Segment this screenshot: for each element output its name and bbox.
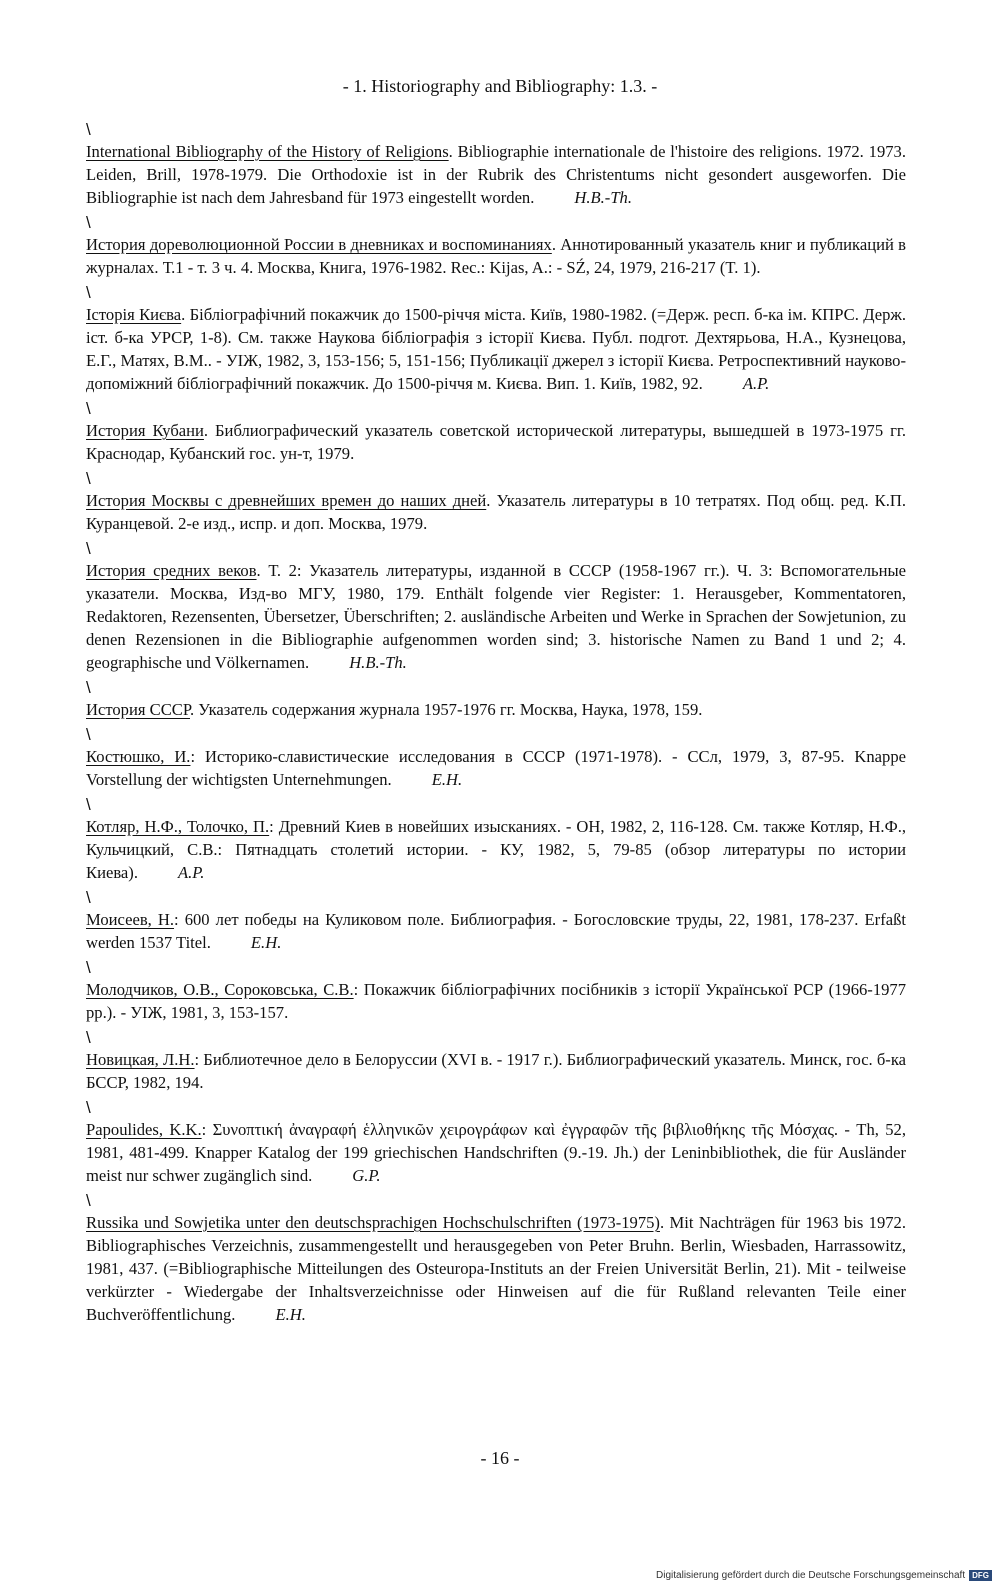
entry-body <box>86 1118 906 1187</box>
entry-text: . Указатель литературы в 10 тетратях. Под общ. ред. К.П. Куранцевой. 2-е изд., испр. и доп. Москва, 1979. <box>86 491 906 533</box>
entry-body <box>86 1211 906 1326</box>
entry-marker: \ <box>86 283 91 302</box>
entry-text: . Bibliographie internationale de l'histoire des religions. 1972. 1973. Leiden, Brill, 1978-1979. Die Orthodoxie ist in der Rubrik des Christentums nicht gesondert ausgeworfen. Die Bibliographie ist nach dem Jahresband für 1973 eingestellt worden. <box>86 142 906 207</box>
entry-title: История средних веков <box>86 561 257 580</box>
entry-body <box>86 489 906 535</box>
dfg-logo: DFG <box>969 1570 992 1581</box>
bibliography-entry <box>86 399 906 465</box>
entry-text: . Библиографический указатель советской исторической литературы, вышедшей в 1973-1975 гг. Краснодар, Кубанский гос. ун-т, 1979. <box>86 421 906 463</box>
bibliography-entries <box>86 120 906 1330</box>
bibliography-entry <box>86 539 906 674</box>
bibliography-entry <box>86 795 906 884</box>
entry-marker: \ <box>86 725 91 744</box>
entry-title: История дореволюционной России в дневниках и воспоминаниях <box>86 235 552 254</box>
entry-reviewer-initials: A.P. <box>742 374 770 393</box>
entry-title: История Кубани <box>86 421 204 440</box>
entry-title: International Bibliography of the History of Religions <box>86 142 449 161</box>
entry-title: Костюшко, И. <box>86 747 191 766</box>
entry-body <box>86 233 906 279</box>
entry-title: Історія Києва <box>86 305 182 324</box>
entry-title: История СССР <box>86 700 190 719</box>
entry-marker: \ <box>86 888 91 907</box>
entry-marker: \ <box>86 1191 91 1210</box>
entry-body <box>86 908 906 954</box>
entry-text: : Историко-славистические исследования в СССР (1971-1978). - ССл, 1979, 3, 87-95. Knappe Vorstellung der wichtigsten Unternehmungen. <box>86 747 906 789</box>
entry-title: Papoulides, K.K. <box>86 1120 202 1139</box>
bibliography-entry <box>86 1191 906 1326</box>
entry-marker: \ <box>86 120 91 139</box>
footer-credit <box>656 1570 992 1581</box>
bibliography-entry <box>86 958 906 1024</box>
entry-marker: \ <box>86 469 91 488</box>
entry-text: . Аннотированный указатель книг и публикаций в журналах. Т.1 - т. 3 ч. 4. Москва, Книга, 1976-1982. Rec.: Kijas, A.: - SŹ, 24, 1979, 216-217 (T. 1). <box>86 235 906 277</box>
entry-text: . Mit Nachträgen für 1963 bis 1972. Bibliographisches Verzeichnis, zusammengestellt und herausgegeben von Peter Bruhn. Berlin, Wiesbaden, Harrassowitz, 1981, 437. (=Bibliographische Mitteilungen des Osteuropa-Instituts an der Freien Universität Berlin, 21). Mit - teilweise verkürzter - Wiedergabe der Inhaltsverzeichnisse oder Hinweisen auf die für Rußland relevanten Teile einer Buchveröffentlichung. <box>86 1213 906 1324</box>
entry-text: . Указатель содержания журнала 1957-1976 гг. Москва, Наука, 1978, 159. <box>190 700 703 719</box>
entry-body <box>86 419 906 465</box>
entry-body <box>86 815 906 884</box>
entry-reviewer-initials: E.H. <box>431 770 463 789</box>
entry-body <box>86 745 906 791</box>
footer-credit-text: Digitalisierung gefördert durch die Deutsche Forschungsgemeinschaft <box>656 1570 966 1581</box>
page-number: - 16 - <box>480 1448 520 1468</box>
entry-body <box>86 140 906 209</box>
bibliography-entry <box>86 213 906 279</box>
bibliography-entry <box>86 1028 906 1094</box>
entry-marker: \ <box>86 958 91 977</box>
entry-text: . Т. 2: Указатель литературы, изданной в СССР (1958-1967 гг.). Ч. 3: Вспомогательные указатели. Москва, Изд-во МГУ, 1980, 179. Enthält folgende vier Register: 1. Herausgeber, Kommentatoren, Redaktoren, Rezensenten, Übersetzer, Überschriften; 2. ausländische Arbeiten und Werke in Sprachen der Sowjetunion, zu denen Rezensionen in die Bibliographie aufgenommen worden sind; 3. historische Namen zu Band 1 und 2; 4. geographische und Völkernamen. <box>86 561 907 672</box>
entry-text: : Συνοπτική ἀναγραφή ἑλληνικῶν χειρογράφων καὶ ἐγγραφῶν τῆς βιβλιοθήκης τῆς Μόσχας. - Th, 52, 1981, 481-499. Knapper Katalog der 199 griechischen Handschriften (9.-19. Jh.) der Leninbibliothek, die für Ausländer meist nur schwer zugänglich sind. <box>86 1120 906 1185</box>
entry-reviewer-initials: E.H. <box>275 1305 306 1324</box>
entry-marker: \ <box>86 795 91 814</box>
entry-reviewer-initials: H.B.-Th. <box>574 188 633 207</box>
entry-reviewer-initials: E.H. <box>250 933 282 952</box>
entry-text: : Библиотечное дело в Белоруссии (XVI в. - 1917 г.). Библиографический указатель. Минск, гос. б-ка БССР, 1982, 194. <box>86 1050 906 1092</box>
entry-title: Моисеев, Н. <box>86 910 175 929</box>
entry-title: История Москвы с древнейших времен до наших дней <box>86 491 487 510</box>
bibliography-entry <box>86 888 906 954</box>
entry-title: Котляр, Н.Ф., Толочко, П. <box>86 817 270 836</box>
entry-marker: \ <box>86 399 91 418</box>
entry-marker: \ <box>86 1028 91 1047</box>
entry-title: Russika und Sowjetika unter den deutschsprachigen Hochschulschriften (1973-1975) <box>86 1213 660 1232</box>
entry-marker: \ <box>86 539 91 558</box>
page-header: - 1. Historiography and Bibliography: 1.3. - <box>342 76 658 96</box>
entry-text: : 600 лет победы на Куликовом поле. Библиография. - Богословские труды, 22, 1981, 178-237. Erfaßt werden 1537 Titel. <box>86 910 906 952</box>
entry-text: . Бібліографічний покажчик до 1500-річчя міста. Київ, 1980-1982. (=Держ. респ. б-ка ім. КПРС. Держ. іст. б-ка УРСР, 1-8). См. также Наукова бібліографія з історії Києва. Публ. подгот. Дехтярьова, Н.А., Кузнецова, Е.Г., Матях, В.М.. - УІЖ, 1982, 3, 153-156; 5, 151-156; Публикації джерел з історії Києва. Ретроспективний науково-допоміжний бібліографічний покажчик. До 1500-річчя м. Києва. Вип. 1. Київ, 1982, 92. <box>86 305 906 393</box>
entry-marker: \ <box>86 213 91 232</box>
entry-reviewer-initials: A.P. <box>177 863 205 882</box>
bibliography-entry <box>86 1098 906 1187</box>
bibliography-entry <box>86 120 906 209</box>
bibliography-entry <box>86 678 906 721</box>
entry-title: Молодчиков, О.В., Сороковська, С.В. <box>86 980 354 999</box>
bibliography-entry <box>86 469 906 535</box>
entry-reviewer-initials: G.P. <box>352 1166 381 1185</box>
bibliography-entry <box>86 725 906 791</box>
entry-marker: \ <box>86 678 91 697</box>
entry-body <box>86 978 906 1024</box>
entry-reviewer-initials: H.B.-Th. <box>349 653 407 672</box>
bibliography-entry <box>86 283 906 395</box>
entry-body <box>86 303 906 395</box>
entry-text: : Древний Киев в новейших изысканиях. - ОН, 1982, 2, 116-128. См. также Котляр, Н.Ф., Кульчицкий, С.В.: Пятнадцать столетий истории. - КУ, 1982, 5, 79-85 (обзор литературы по истории Киева). <box>86 817 906 882</box>
entry-text: : Покажчик бібліографічних посібників з історії Української РСР (1966-1977 рр.). - УІЖ, 1981, 3, 153-157. <box>86 980 907 1022</box>
entry-body <box>86 1048 906 1094</box>
entry-marker: \ <box>86 1098 91 1117</box>
entry-body <box>86 698 906 721</box>
entry-title: Новицкая, Л.Н. <box>86 1050 195 1069</box>
entry-body <box>86 559 906 674</box>
